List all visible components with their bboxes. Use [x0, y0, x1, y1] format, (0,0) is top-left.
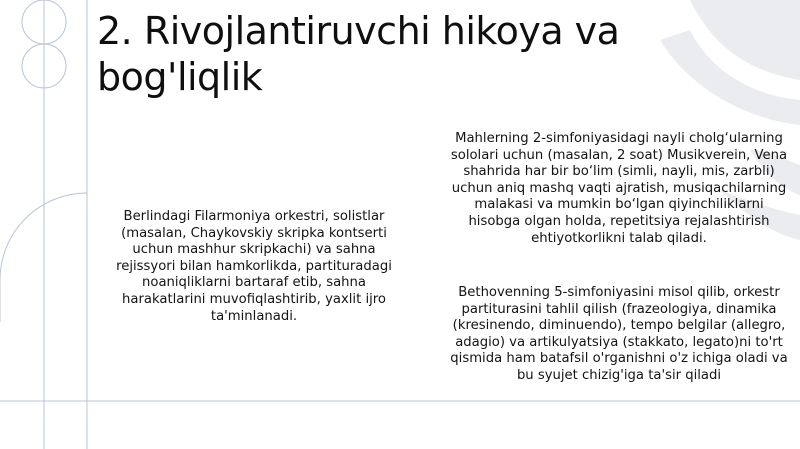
- right-text-block-1: Mahlerning 2-simfoniyasidagi nayli cholg‘ularning sololari uchun (masalan, 2 soat) Musikverein, Vena shahrida har bir bo‘lim (simli, nayli, mis, zarbli) uchun aniq mashq vaqti ajratish, musiqachilarning malakasi va mumkin bo‘lgan qiyinchiliklarni hisobga olgan holda, repetitsiya rejalashtirish ehtiyotkorlikni talab qiladi.: [450, 131, 788, 246]
- left-text-block: Berlindagi Filarmoniya orkestri, solistlar (masalan, Chaykovskiy skripka kontserti uchun mashhur skripkachi) va sahna rejissyori bilan hamkorlikda, partituradagi noaniqliklarni bartaraf etib, sahna harakatlarini muvofiqlashtirib, yaxlit ijro ta'minlanadi.: [116, 209, 392, 324]
- slide-title: 2. Rivojlantiruvchi hikoya va bog'liqlik: [97, 9, 620, 99]
- right-text-block-2: Bethovenning 5-simfoniyasini misol qilib, orkestr partiturasini tahlil qilish (frazeologiya, dinamika (kresinendo, diminuendo), tempo belgilar (allegro, adagio) va artikulyatsiya (stakkato, legato)ni to'rt qismida ham batafsil o'rganishni o'z ichiga oladi va bu syujet chizig'iga ta'sir qiladi: [450, 285, 788, 383]
